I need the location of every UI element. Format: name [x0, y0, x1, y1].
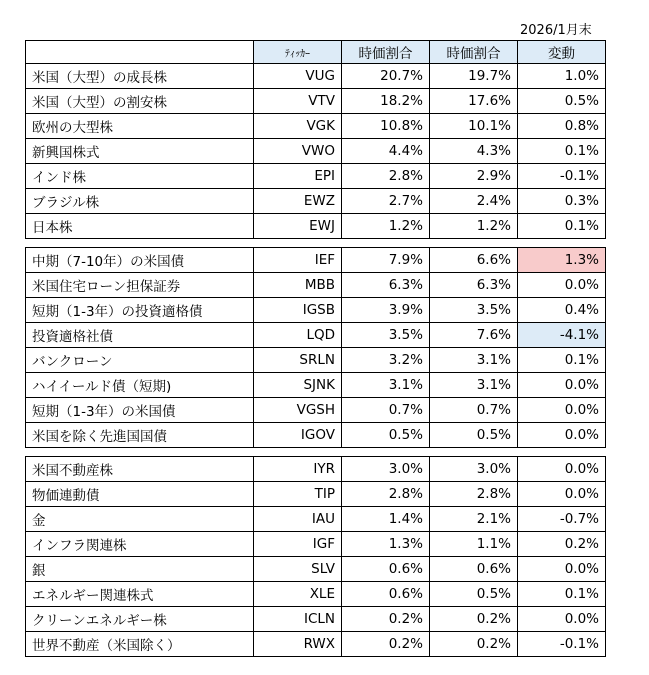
ratio-current-cell: 2.7% — [342, 189, 430, 214]
name-cell: 日本株 — [26, 214, 254, 239]
name-cell: 金 — [26, 507, 254, 532]
ticker-cell: EWZ — [254, 189, 342, 214]
change-cell: 0.1% — [518, 214, 606, 239]
ticker-cell: XLE — [254, 582, 342, 607]
ticker-cell: VTV — [254, 89, 342, 114]
header-change: 変動 — [518, 41, 606, 64]
ticker-cell: EWJ — [254, 214, 342, 239]
ratio-current-cell: 3.0% — [342, 457, 430, 482]
ticker-cell: MBB — [254, 273, 342, 298]
table-row — [26, 189, 606, 214]
ratio-current-cell: 6.3% — [342, 273, 430, 298]
change-cell: 0.0% — [518, 557, 606, 582]
ratio-current-cell: 3.5% — [342, 323, 430, 348]
table-body — [26, 64, 606, 657]
change-cell: 0.0% — [518, 373, 606, 398]
table-row — [26, 423, 606, 448]
name-cell: 米国を除く先進国国債 — [26, 423, 254, 448]
report-date: 2026/1月末 — [520, 23, 592, 38]
ratio-previous-cell: 3.0% — [430, 457, 518, 482]
name-cell: 銀 — [26, 557, 254, 582]
ratio-previous-cell: 2.8% — [430, 482, 518, 507]
allocation-table — [25, 40, 606, 657]
separator-cell — [26, 448, 606, 457]
ticker-cell: IEF — [254, 248, 342, 273]
ratio-previous-cell: 6.3% — [430, 273, 518, 298]
ticker-cell: RWX — [254, 632, 342, 657]
ticker-cell: IGF — [254, 532, 342, 557]
ratio-current-cell: 1.4% — [342, 507, 430, 532]
ratio-current-cell: 18.2% — [342, 89, 430, 114]
table-row — [26, 557, 606, 582]
ticker-cell: IYR — [254, 457, 342, 482]
ticker-cell: IAU — [254, 507, 342, 532]
ratio-current-cell: 1.2% — [342, 214, 430, 239]
ticker-cell: VGK — [254, 114, 342, 139]
ratio-previous-cell: 17.6% — [430, 89, 518, 114]
table-row — [26, 607, 606, 632]
ratio-previous-cell: 3.5% — [430, 298, 518, 323]
ratio-current-cell: 7.9% — [342, 248, 430, 273]
change-cell: 0.4% — [518, 298, 606, 323]
name-cell: 物価連動債 — [26, 482, 254, 507]
ratio-current-cell: 10.8% — [342, 114, 430, 139]
ticker-cell: SRLN — [254, 348, 342, 373]
table-row — [26, 139, 606, 164]
ratio-previous-cell: 10.1% — [430, 114, 518, 139]
ticker-cell: SLV — [254, 557, 342, 582]
name-cell: 世界不動産（米国除く） — [26, 632, 254, 657]
header-ratio-current: 時価割合 — [342, 41, 430, 64]
change-cell: -0.1% — [518, 164, 606, 189]
header-name — [26, 41, 254, 64]
change-cell: 0.1% — [518, 348, 606, 373]
ratio-current-cell: 3.2% — [342, 348, 430, 373]
table-row — [26, 532, 606, 557]
name-cell: 短期（1-3年）の投資適格債 — [26, 298, 254, 323]
change-cell: 0.5% — [518, 89, 606, 114]
ratio-current-cell: 3.9% — [342, 298, 430, 323]
name-cell: バンクローン — [26, 348, 254, 373]
ratio-previous-cell: 0.2% — [430, 632, 518, 657]
name-cell: 米国（大型）の成長株 — [26, 64, 254, 89]
ratio-previous-cell: 1.1% — [430, 532, 518, 557]
ratio-current-cell: 0.2% — [342, 607, 430, 632]
name-cell: 米国不動産株 — [26, 457, 254, 482]
header-ticker: ﾃｨｯｶｰ — [254, 41, 342, 64]
change-cell: -0.7% — [518, 507, 606, 532]
table-row — [26, 348, 606, 373]
change-cell: -0.1% — [518, 632, 606, 657]
change-cell: 1.3% — [518, 248, 606, 273]
ratio-current-cell: 1.3% — [342, 532, 430, 557]
header-ratio-previous: 時価割合 — [430, 41, 518, 64]
table-row — [26, 214, 606, 239]
ticker-cell: IGOV — [254, 423, 342, 448]
ratio-previous-cell: 3.1% — [430, 348, 518, 373]
ratio-current-cell: 0.6% — [342, 582, 430, 607]
table-row — [26, 482, 606, 507]
table-row — [26, 507, 606, 532]
ratio-current-cell: 4.4% — [342, 139, 430, 164]
ratio-previous-cell: 0.5% — [430, 423, 518, 448]
ratio-previous-cell: 0.5% — [430, 582, 518, 607]
ticker-cell: EPI — [254, 164, 342, 189]
change-cell: 1.0% — [518, 64, 606, 89]
ratio-current-cell: 0.7% — [342, 398, 430, 423]
name-cell: クリーンエネルギー株 — [26, 607, 254, 632]
table-row — [26, 323, 606, 348]
change-cell: 0.1% — [518, 582, 606, 607]
ratio-current-cell: 0.2% — [342, 632, 430, 657]
change-cell: 0.0% — [518, 482, 606, 507]
table-row — [26, 373, 606, 398]
table-row — [26, 248, 606, 273]
change-cell: 0.0% — [518, 457, 606, 482]
name-cell: 米国住宅ローン担保証券 — [26, 273, 254, 298]
table-row — [26, 398, 606, 423]
header-row — [26, 41, 606, 64]
change-cell: 0.2% — [518, 532, 606, 557]
group-separator — [26, 448, 606, 457]
ratio-current-cell: 3.1% — [342, 373, 430, 398]
name-cell: エネルギー関連株式 — [26, 582, 254, 607]
ratio-previous-cell: 2.9% — [430, 164, 518, 189]
ratio-current-cell: 0.5% — [342, 423, 430, 448]
table-row — [26, 114, 606, 139]
ratio-previous-cell: 1.2% — [430, 214, 518, 239]
change-cell: 0.8% — [518, 114, 606, 139]
name-cell: 投資適格社債 — [26, 323, 254, 348]
ratio-previous-cell: 4.3% — [430, 139, 518, 164]
ticker-cell: VWO — [254, 139, 342, 164]
change-cell: 0.0% — [518, 273, 606, 298]
change-cell: 0.3% — [518, 189, 606, 214]
ratio-current-cell: 20.7% — [342, 64, 430, 89]
ticker-cell: SJNK — [254, 373, 342, 398]
ratio-current-cell: 2.8% — [342, 164, 430, 189]
name-cell: ブラジル株 — [26, 189, 254, 214]
name-cell: インフラ関連株 — [26, 532, 254, 557]
ticker-cell: LQD — [254, 323, 342, 348]
table-row — [26, 298, 606, 323]
separator-cell — [26, 239, 606, 248]
ratio-previous-cell: 0.7% — [430, 398, 518, 423]
name-cell: インド株 — [26, 164, 254, 189]
change-cell: 0.0% — [518, 607, 606, 632]
ratio-current-cell: 2.8% — [342, 482, 430, 507]
ticker-cell: ICLN — [254, 607, 342, 632]
name-cell: 米国（大型）の割安株 — [26, 89, 254, 114]
ratio-previous-cell: 7.6% — [430, 323, 518, 348]
table-row — [26, 64, 606, 89]
ratio-previous-cell: 0.6% — [430, 557, 518, 582]
change-cell: 0.0% — [518, 423, 606, 448]
name-cell: 中期（7-10年）の米国債 — [26, 248, 254, 273]
name-cell: 欧州の大型株 — [26, 114, 254, 139]
table-row — [26, 582, 606, 607]
ratio-previous-cell: 19.7% — [430, 64, 518, 89]
table-row — [26, 273, 606, 298]
ratio-previous-cell: 0.2% — [430, 607, 518, 632]
group-separator — [26, 239, 606, 248]
ratio-current-cell: 0.6% — [342, 557, 430, 582]
ratio-previous-cell: 2.4% — [430, 189, 518, 214]
change-cell: 0.1% — [518, 139, 606, 164]
table-row — [26, 632, 606, 657]
change-cell: -4.1% — [518, 323, 606, 348]
name-cell: 新興国株式 — [26, 139, 254, 164]
ticker-cell: VGSH — [254, 398, 342, 423]
table-row — [26, 457, 606, 482]
ticker-cell: TIP — [254, 482, 342, 507]
table-row — [26, 89, 606, 114]
ratio-previous-cell: 2.1% — [430, 507, 518, 532]
table-row — [26, 164, 606, 189]
ratio-previous-cell: 6.6% — [430, 248, 518, 273]
change-cell: 0.0% — [518, 398, 606, 423]
name-cell: ハイイールド債（短期) — [26, 373, 254, 398]
ticker-cell: IGSB — [254, 298, 342, 323]
name-cell: 短期（1-3年）の米国債 — [26, 398, 254, 423]
ticker-cell: VUG — [254, 64, 342, 89]
ratio-previous-cell: 3.1% — [430, 373, 518, 398]
